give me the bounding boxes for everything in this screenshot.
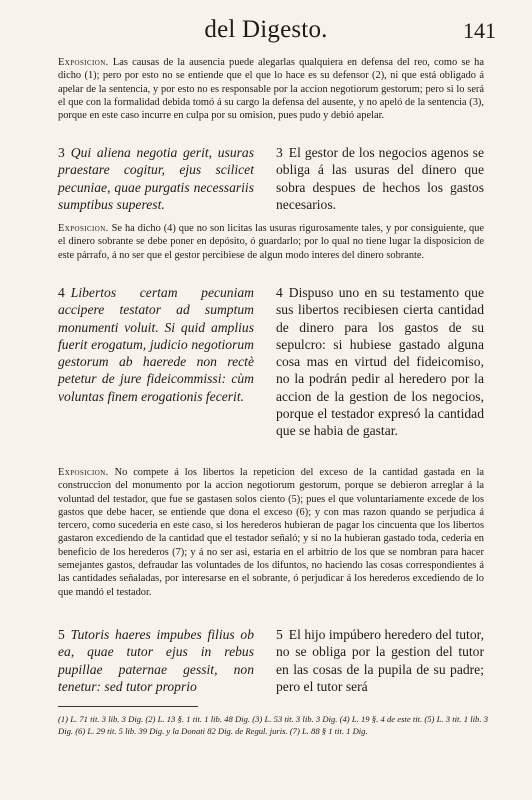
footnotes: (1) L. 71 tit. 3 lib. 3 Dig. (2) L. 13 §. 1 tit. 1 lib. 48 Dig. (3) L. 53 tit. 3 lib. 3 Dig. (4) L. 19 §. 4 de este tit. (5) L. 3 tit. 1 lib. 3 Dig. (6) L. 29 tit. 5 lib. 39 Dig. y la Donati 82 Dig. de Regul. juris. (7) L. 88 § 1 tit. 1 Dig. bbox=[58, 714, 488, 736]
law-5-latin bbox=[58, 626, 254, 695]
law-number: 4 bbox=[58, 285, 65, 300]
law-3-latin bbox=[58, 144, 254, 213]
exposition-label: Exposicion. bbox=[58, 467, 109, 478]
latin-text: Tutoris haeres impubes filius ob ea, quae tutor ejus in rebus pupillae paternae gessit, non tenetur: sed tutor proprio bbox=[58, 627, 254, 694]
law-4-spanish bbox=[276, 284, 484, 440]
running-head bbox=[0, 16, 532, 52]
spanish-text: Dispuso uno en su testamento que sus libertos recibiesen cierta cantidad de dinero para los gastos de su sepulcro: si hubiese gastado alguna cosa mas en virtud del fideicomiso, no la podrán pedir al heredero por la accion de la gestion de los negocios, porque el testador expresó la cantidad que se habia de gastar. bbox=[276, 285, 484, 439]
spanish-text: El gestor de los negocios agenos se obliga á las usuras del dinero que sobra despues de hechos los gastos necesarios. bbox=[276, 145, 484, 212]
footnote-rule bbox=[58, 706, 198, 707]
exposition-text: No compete á los libertos la repeticion del exceso de la cantidad gastada en la construccion del monumento por la accion negotiorum gestorum, porque se debieron arreglar á la voluntad del testador, que fue se gastasen solos ciento (5); pues el que voluntariamente excede de los gastos que debe hacer, se entiende que dona el exceso (6); y con mas razon quando se perjudica á tercero, como sucederia en este caso, si los herederos hubieran de pagar los cincuenta que los libertos gastaron excediendo de la cantidad que el testador señaló; y si no la hubieran gastado toda, cederia en beneficio de los herederos (7); y á no ser asi, estaria en el arbitrio de los que se nombran para hacer semejantes gastos, defraudar las voluntades de los difuntos, no haciendo las cosas correspondientes á las cantidades señaladas, por interesarse en el sobrante, ó perjudicar á los herederos excediendo de lo que mandó el testador. bbox=[58, 467, 484, 598]
law-number: 3 bbox=[58, 145, 65, 160]
exposition-label: Exposicion. bbox=[58, 57, 109, 68]
law-4-latin bbox=[58, 284, 254, 405]
exposition-text: Las causas de la ausencia puede alegarlas qualquiera en defensa del reo, como se ha dicho (1); pero por esto no se entiende que el que lo hace es su defensor (2), ni que está obligado á apelar de la sentencia, y por esto no es responsable por la accion negotiorum gestorum; pero si lo será el que con la formalidad debida tomó á su cargo la defensa del ausente, y no apeló de la sentencia (3), porque en este caso incurre en culpa por su omision, pues pudo y debió apelar. bbox=[58, 57, 484, 122]
latin-text: Libertos certam pecuniam accipere testator ad sumptum monumenti voluit. Si quid amplius fuerit erogatum, judicio negotiorum gestorum ab haerede non rectè petetur de jure fideicommissi: cùm voluntas finem erogationis fecerit. bbox=[58, 285, 254, 404]
law-number: 3 bbox=[276, 145, 283, 160]
law-number: 5 bbox=[276, 627, 283, 642]
running-title: del Digesto. bbox=[204, 16, 328, 43]
exposition-block-3 bbox=[58, 466, 484, 599]
law-3-paragraph bbox=[58, 144, 484, 216]
exposition-label: Exposicion. bbox=[58, 223, 109, 234]
law-number: 5 bbox=[58, 627, 65, 642]
exposition-text: Se ha dicho (4) que no son licitas las usuras rigurosamente tales, y por consiguiente, que el dinero sobrante se debe poner en depósito, ó guardarlo; por lo qual no tiene lugar la disposicion de este párrafo, á no ser que el gestor percibiese de algun modo interes del dinero sobrante. bbox=[58, 223, 484, 261]
law-5-spanish bbox=[276, 626, 484, 695]
spanish-text: El hijo impúbero heredero del tutor, no se obliga por la gestion del tutor en las cosas de la pupila de su padre; pero el tutor será bbox=[276, 627, 484, 694]
page-number: 141 bbox=[463, 18, 496, 43]
law-number: 4 bbox=[276, 285, 283, 300]
exposition-block-2 bbox=[58, 222, 484, 262]
law-4-paragraph bbox=[58, 284, 484, 454]
exposition-block-1 bbox=[58, 56, 484, 122]
latin-text: Qui aliena negotia gerit, usuras praestare cogitur, ejus scilicet pecuniae, quae purgatis necessariis sumptibus superest. bbox=[58, 145, 254, 212]
law-5-paragraph bbox=[58, 626, 484, 696]
law-3-spanish bbox=[276, 144, 484, 213]
